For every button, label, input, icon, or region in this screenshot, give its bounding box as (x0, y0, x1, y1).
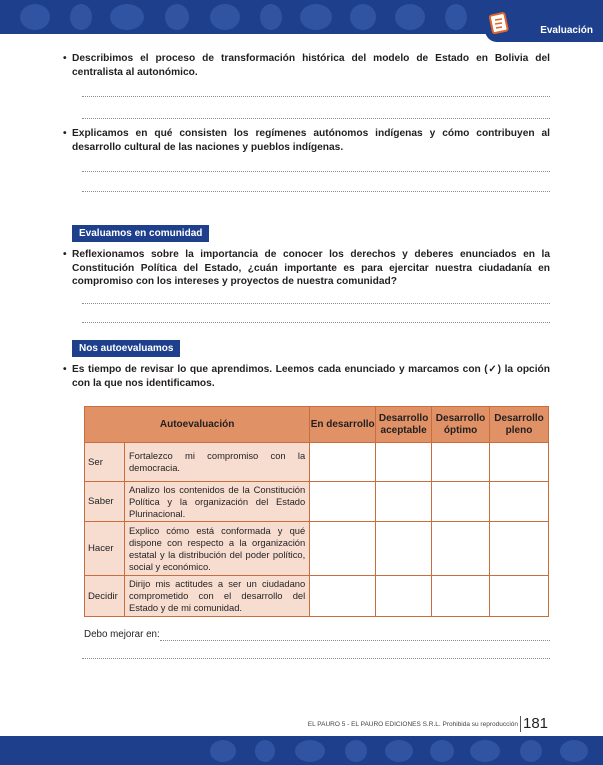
checkbox-cell[interactable] (432, 482, 490, 522)
checkbox-cell[interactable] (376, 443, 432, 482)
question-1 (63, 52, 550, 79)
header-desarrollo-aceptable: Desarrollo aceptable (376, 407, 432, 443)
bottom-decorative-band (0, 736, 603, 765)
checkbox-cell[interactable] (432, 443, 490, 482)
header-autoevaluacion: Autoevaluación (85, 407, 310, 443)
self-evaluation-table (84, 406, 549, 617)
table-row (85, 576, 549, 616)
checkbox-cell[interactable] (376, 482, 432, 522)
community-question-text: Reflexionamos sobre la importancia de conocer los derechos y deberes enunciados en la Constitución Política del Estado, ¿cuán importante es para ejercitar nuestra ciudadanía en compromiso con los intereses y proyectos de nuestra comunidad? (72, 249, 550, 288)
table-row (85, 482, 549, 522)
question-2 (63, 127, 550, 154)
checkbox-cell[interactable] (432, 522, 490, 576)
row-description: Fortalezco mi compromiso con la democracia. (124, 443, 309, 482)
improve-answer-line[interactable] (82, 658, 550, 659)
checklist-clipboard-icon (487, 10, 511, 34)
bullet: • (63, 364, 67, 375)
row-description: Dirijo mis actitudes a ser un ciudadano comprometido con el desarrollo del Estado y de mi comunidad. (124, 576, 309, 616)
header-desarrollo-pleno: Desarrollo pleno (490, 407, 549, 443)
row-description: Explico cómo está conformada y qué dispone con respecto a la organización estatal y la distribución del poder político, social y económico. (124, 522, 309, 576)
answer-line[interactable] (82, 171, 550, 172)
row-label: Saber (85, 482, 125, 522)
checkbox-cell[interactable] (432, 576, 490, 616)
question-2-text: Explicamos en qué consisten los regímenes autónomos indígenas y cómo contribuyen al desarrollo cultural de las naciones y pueblos indígenas. (72, 128, 550, 153)
heading-evaluamos-en-comunidad: Evaluamos en comunidad (72, 225, 209, 242)
row-label: Ser (85, 443, 125, 482)
bullet: • (63, 53, 67, 64)
checkbox-cell[interactable] (310, 522, 376, 576)
bullet: • (63, 128, 67, 139)
bullet: • (63, 249, 67, 260)
section-tab (485, 18, 603, 42)
answer-line[interactable] (82, 96, 550, 97)
row-label: Hacer (85, 522, 125, 576)
table-row (85, 443, 549, 482)
checkbox-cell[interactable] (376, 522, 432, 576)
checkbox-cell[interactable] (310, 482, 376, 522)
self-evaluation-instruction (63, 363, 550, 390)
checkbox-cell[interactable] (490, 522, 549, 576)
checkbox-cell[interactable] (490, 443, 549, 482)
section-tab-label: Evaluación (540, 24, 593, 36)
checkbox-cell[interactable] (490, 576, 549, 616)
improve-answer-line[interactable] (160, 640, 550, 641)
checkbox-cell[interactable] (376, 576, 432, 616)
checkbox-cell[interactable] (310, 576, 376, 616)
checkbox-cell[interactable] (490, 482, 549, 522)
community-question (63, 248, 550, 289)
answer-line[interactable] (82, 322, 550, 323)
checkbox-cell[interactable] (310, 443, 376, 482)
table-header-row (85, 407, 549, 443)
row-label: Decidir (85, 576, 125, 616)
answer-line[interactable] (82, 303, 550, 304)
self-evaluation-text: Es tiempo de revisar lo que aprendimos. Leemos cada enunciado y marcamos con (✓) la opción con la que nos identificamos. (72, 364, 550, 389)
question-1-text: Describimos el proceso de transformación histórica del modelo de Estado en Bolivia del centralista al autonómico. (72, 53, 550, 78)
header-en-desarrollo: En desarrollo (310, 407, 376, 443)
header-desarrollo-optimo: Desarrollo óptimo (432, 407, 490, 443)
answer-line[interactable] (82, 118, 550, 119)
footer-copyright: EL PAURO 5 - EL PAURO EDICIONES S.R.L. Prohibida su reproducción (307, 721, 518, 728)
table-row (85, 522, 549, 576)
answer-line[interactable] (82, 191, 550, 192)
page-number: 181 (520, 716, 548, 732)
heading-nos-autoevaluamos: Nos autoevaluamos (72, 340, 180, 357)
row-description: Analizo los contenidos de la Constitución Política y la organización del Estado Plurinacional. (124, 482, 309, 522)
improve-label: Debo mejorar en: (84, 629, 160, 640)
